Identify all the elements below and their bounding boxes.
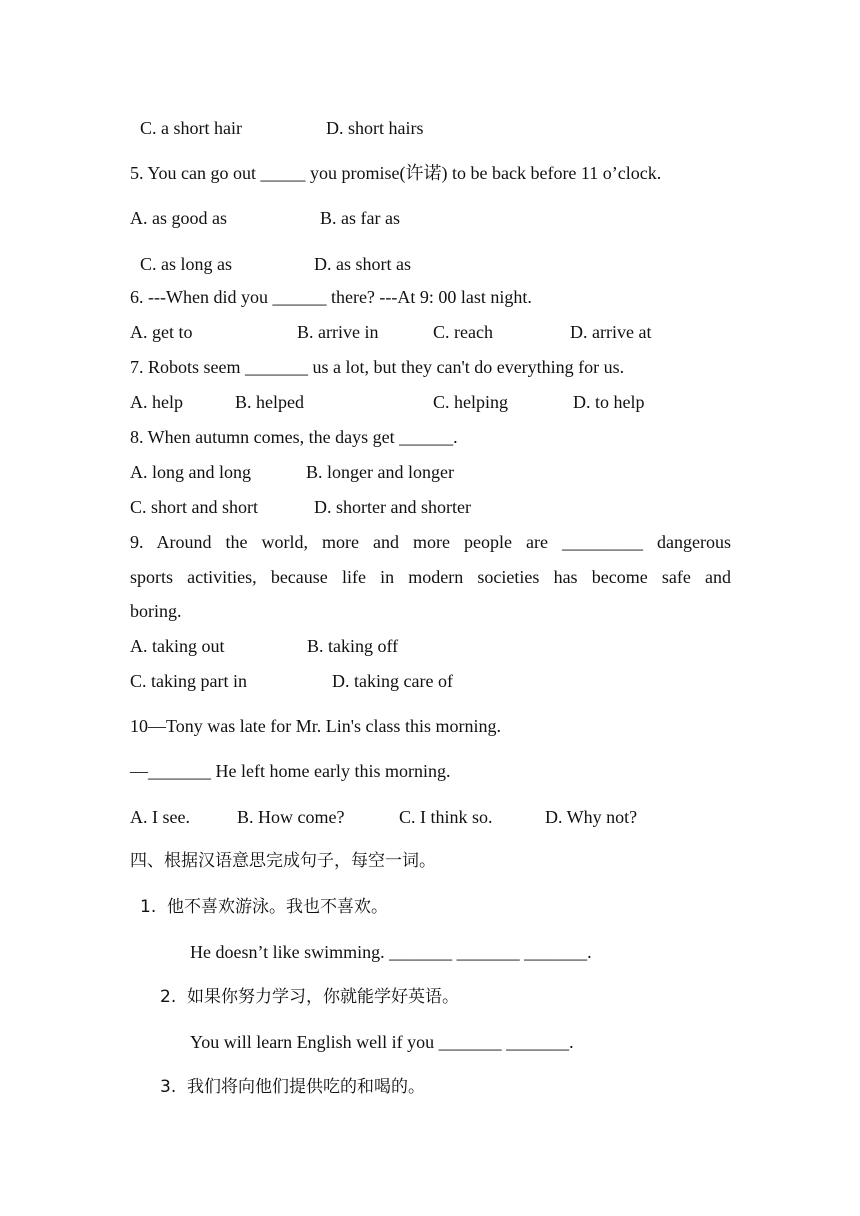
q6-option-b: B. arrive in: [297, 322, 379, 342]
q6-stem: 6. ---When did you ______ there? ---At 9: 00 last night.: [130, 287, 532, 307]
q9-stem-line-1: 9. Around the world, more and more people are _________ dangerous: [130, 532, 731, 552]
q9-option-d: D. taking care of: [332, 671, 453, 691]
q5-option-d: D. as short as: [314, 254, 411, 274]
q10-option-a: A. I see.: [130, 807, 190, 827]
q7-option-a: A. help: [130, 392, 183, 412]
q10-stem-line-2: —_______ He left home early this morning.: [130, 761, 451, 781]
q9-option-b: B. taking off: [307, 636, 399, 656]
section-heading: 四、根据汉语意思完成句子，每空一词。: [130, 851, 436, 871]
q5-stem: 5. You can go out _____ you promise(许诺) to be back before 11 o’clock.: [130, 163, 662, 183]
q7-option-c: C. helping: [433, 392, 508, 412]
q9-option-a: A. taking out: [130, 636, 225, 656]
q8-option-d: D. shorter and shorter: [314, 497, 471, 517]
q6-option-c: C. reach: [433, 322, 493, 342]
q8-option-a: A. long and long: [130, 462, 251, 482]
q7-option-b: B. helped: [235, 392, 304, 412]
q4-option-d: D. short hairs: [326, 118, 424, 138]
q4-option-c: C. a short hair: [140, 118, 242, 138]
q9-stem-line-3: boring.: [130, 601, 182, 621]
q6-option-a: A. get to: [130, 322, 193, 342]
q10-option-c: C. I think so.: [399, 807, 493, 827]
q10-stem-line-1: 10—Tony was late for Mr. Lin's class this morning.: [130, 716, 501, 736]
q10-option-b: B. How come?: [237, 807, 345, 827]
section4-item-2-chinese: 2. 如果你努力学习，你就能学好英语。: [160, 987, 460, 1007]
q9-option-c: C. taking part in: [130, 671, 247, 691]
q8-stem: 8. When autumn comes, the days get ______.: [130, 427, 458, 447]
q8-option-c: C. short and short: [130, 497, 258, 517]
section4-item-1-chinese: 1. 他不喜欢游泳。我也不喜欢。: [140, 897, 389, 917]
q10-option-d: D. Why not?: [545, 807, 638, 827]
q9-stem-line-2: sports activities, because life in modern societies has become safe and: [130, 567, 731, 587]
q7-option-d: D. to help: [573, 392, 645, 412]
q5-option-a: A. as good as: [130, 208, 227, 228]
section4-item-3-chinese: 3. 我们将向他们提供吃的和喝的。: [160, 1077, 426, 1097]
q5-option-b: B. as far as: [320, 208, 400, 228]
q7-stem: 7. Robots seem _______ us a lot, but they can't do everything for us.: [130, 357, 625, 377]
q5-option-c: C. as long as: [140, 254, 232, 274]
q6-option-d: D. arrive at: [570, 322, 652, 342]
section4-item-1-english: He doesn’t like swimming. _______ _______ _______.: [190, 942, 592, 962]
section4-item-2-english: You will learn English well if you _______ _______.: [190, 1032, 574, 1052]
q8-option-b: B. longer and longer: [306, 462, 454, 482]
